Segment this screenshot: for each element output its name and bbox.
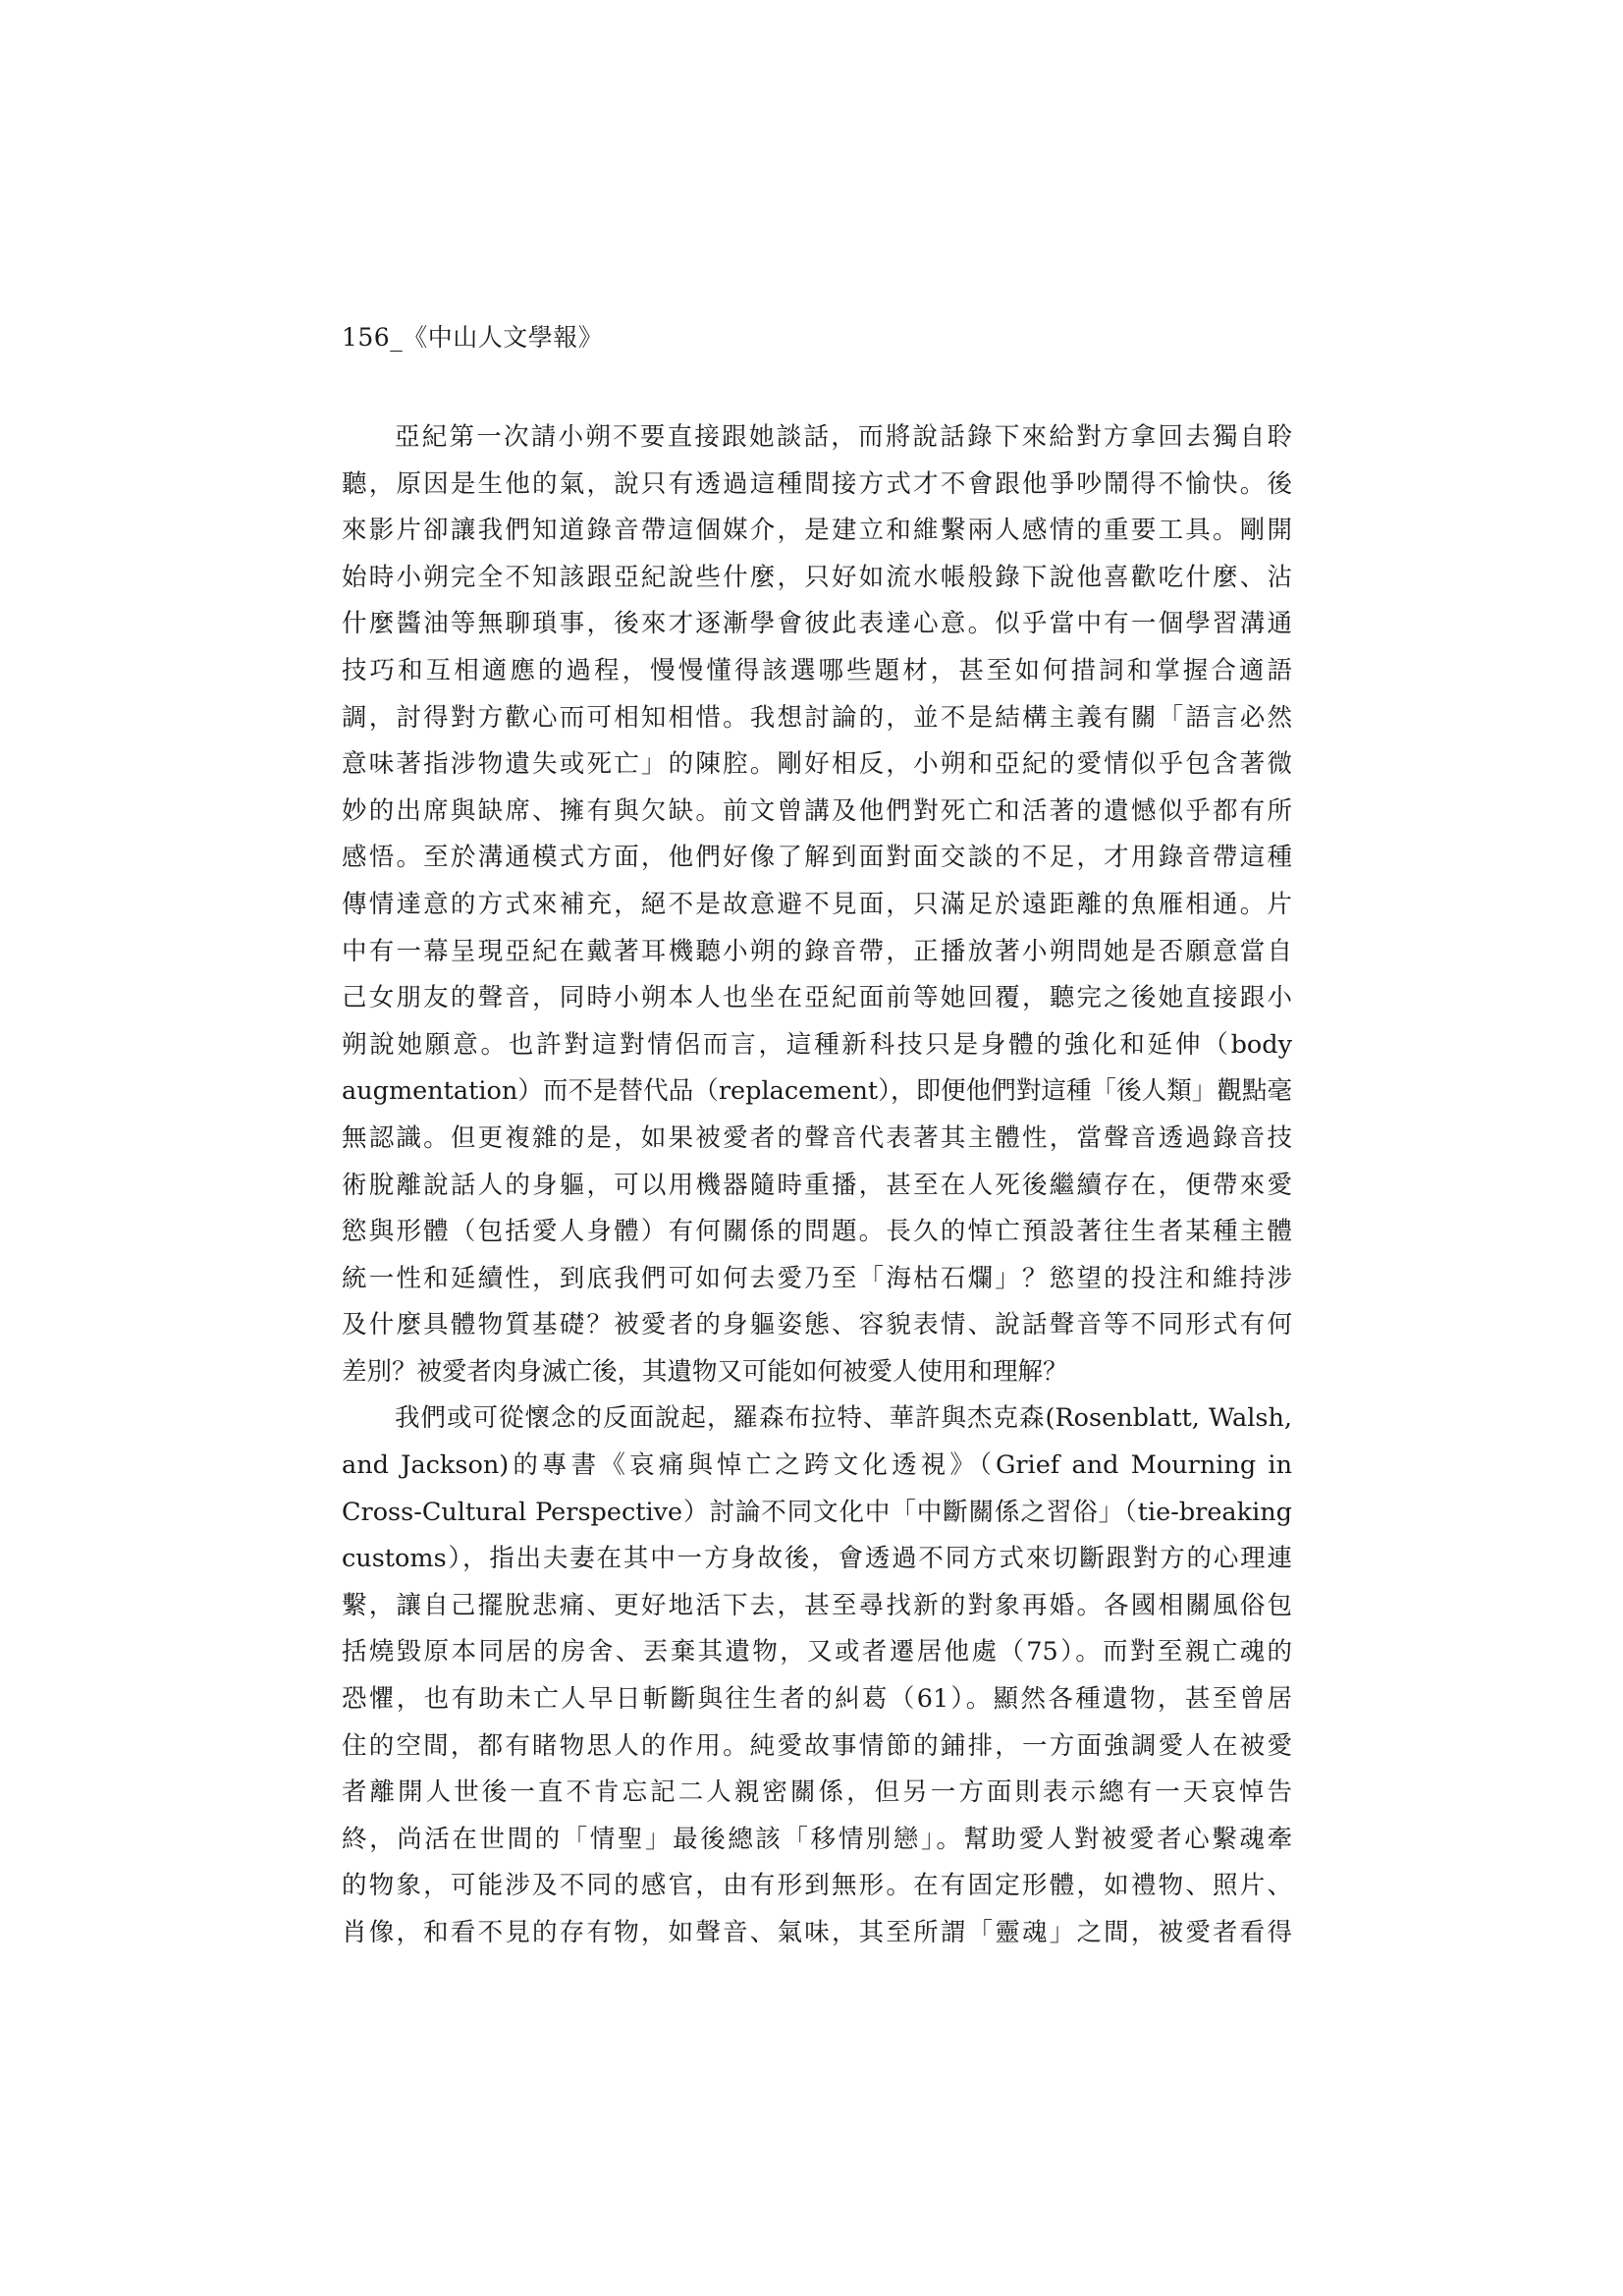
text-line: 繫，讓自己擺脫悲痛、更好地活下去，甚至尋找新的對象再婚。各國相關風俗包 [342, 1590, 1292, 1620]
text-line: 我們或可從懷念的反面說起，羅森布拉特、華許與杰克森(Rosenblatt, Walsh, [395, 1403, 1292, 1434]
text-line: 肖像，和看不見的存有物，如聲音、氣味，其至所謂「靈魂」之間，被愛者看得 [342, 1918, 1292, 1947]
text-line: 技巧和互相適應的過程，慢慢懂得該選哪些題材，甚至如何措詞和掌握合適語 [342, 655, 1292, 685]
text-line: 聽，原因是生他的氣，說只有透過這種間接方式才不會跟他爭吵鬧得不愉快。後 [342, 468, 1292, 499]
text-line: 恐懼，也有助未亡人早日斬斷與往生者的糾葛（61）。顯然各種遺物，甚至曾居 [342, 1684, 1292, 1715]
text-line: 妙的出席與缺席、擁有與欠缺。前文曾講及他們對死亡和活著的遺憾似乎都有所 [342, 795, 1292, 826]
text-line: 慾與形體（包括愛人身體）有何關係的問題。長久的悼亡預設著往生者某種主體 [342, 1217, 1292, 1247]
text-line: 術脫離說話人的身軀，可以用機器隨時重播，甚至在人死後繼續存在，便帶來愛 [342, 1170, 1292, 1200]
text-line: 己女朋友的聲音，同時小朔本人也坐在亞紀面前等她回覆，聽完之後她直接跟小 [342, 983, 1292, 1013]
text-line: 亞紀第一次請小朔不要直接跟她談話，而將說話錄下來給對方拿回去獨自聆 [395, 422, 1292, 452]
text-line: 始時小朔完全不知該跟亞紀說些什麼，只好如流水帳般錄下說他喜歡吃什麼、沾 [342, 562, 1292, 592]
text-line: 者離開人世後一直不肯忘記二人親密關係，但另一方面則表示總有一天哀悼告 [342, 1777, 1292, 1808]
body-text [342, 414, 1292, 1957]
text-line: Cross-Cultural Perspective）討論不同文化中「中斷關係之習俗」（tie-breaking [342, 1497, 1292, 1527]
text-line: 住的空間，都有睹物思人的作用。純愛故事情節的鋪排，一方面強調愛人在被愛 [342, 1730, 1292, 1761]
text-line: 的物象，可能涉及不同的感官，由有形到無形。在有固定形體，如禮物、照片、 [342, 1871, 1292, 1901]
text-line: customs），指出夫妻在其中一方身故後，會透過不同方式來切斷跟對方的心理連 [342, 1544, 1292, 1574]
paragraph-1 [342, 414, 1292, 1395]
running-header: 156_《中山人文學報》 [342, 323, 604, 352]
text-line: augmentation）而不是替代品（replacement），即便他們對這種「後人類」觀點毫 [342, 1076, 1292, 1107]
text-line: 及什麼具體物質基礎？被愛者的身軀姿態、容貌表情、說話聲音等不同形式有何 [342, 1310, 1292, 1340]
text-line: 終，尚活在世間的「情聖」最後總該「移情別戀」。幫助愛人對被愛者心繫魂牽 [342, 1824, 1292, 1854]
text-line: 感悟。至於溝通模式方面，他們好像了解到面對面交談的不足，才用錄音帶這種 [342, 843, 1292, 873]
text-line: 來影片卻讓我們知道錄音帶這個媒介，是建立和維繫兩人感情的重要工具。剛開 [342, 516, 1292, 546]
text-line: 朔說她願意。也許對這對情侶而言，這種新科技只是身體的強化和延伸（body [342, 1029, 1292, 1060]
text-line: 中有一幕呈現亞紀在戴著耳機聽小朔的錄音帶，正播放著小朔問她是否願意當自 [342, 936, 1292, 966]
text-line: 括燒毀原本同居的房舍、丟棄其遺物，又或者遷居他處（75）。而對至親亡魂的 [342, 1637, 1292, 1667]
text-line: 無認識。但更複雜的是，如果被愛者的聲音代表著其主體性，當聲音透過錄音技 [342, 1122, 1292, 1153]
text-line: 統一性和延續性，到底我們可如何去愛乃至「海枯石爛」？慾望的投注和維持涉 [342, 1263, 1292, 1293]
text-line: 傳情達意的方式來補充，絕不是故意避不見面，只滿足於遠距離的魚雁相通。片 [342, 889, 1292, 919]
text-line: 什麼醬油等無聊瑣事，後來才逐漸學會彼此表達心意。似乎當中有一個學習溝通 [342, 609, 1292, 639]
paragraph-2 [342, 1395, 1292, 1956]
text-line: and Jackson)的專書《哀痛與悼亡之跨文化透視》（Grief and Mourning in [342, 1450, 1292, 1481]
text-line: 調，討得對方歡心而可相知相惜。我想討論的，並不是結構主義有關「語言必然 [342, 702, 1292, 733]
text-line: 意味著指涉物遺失或死亡」的陳腔。剛好相反，小朔和亞紀的愛情似乎包含著微 [342, 749, 1292, 780]
text-line: 差別？被愛者肉身滅亡後，其遺物又可能如何被愛人使用和理解？ [342, 1356, 1068, 1387]
